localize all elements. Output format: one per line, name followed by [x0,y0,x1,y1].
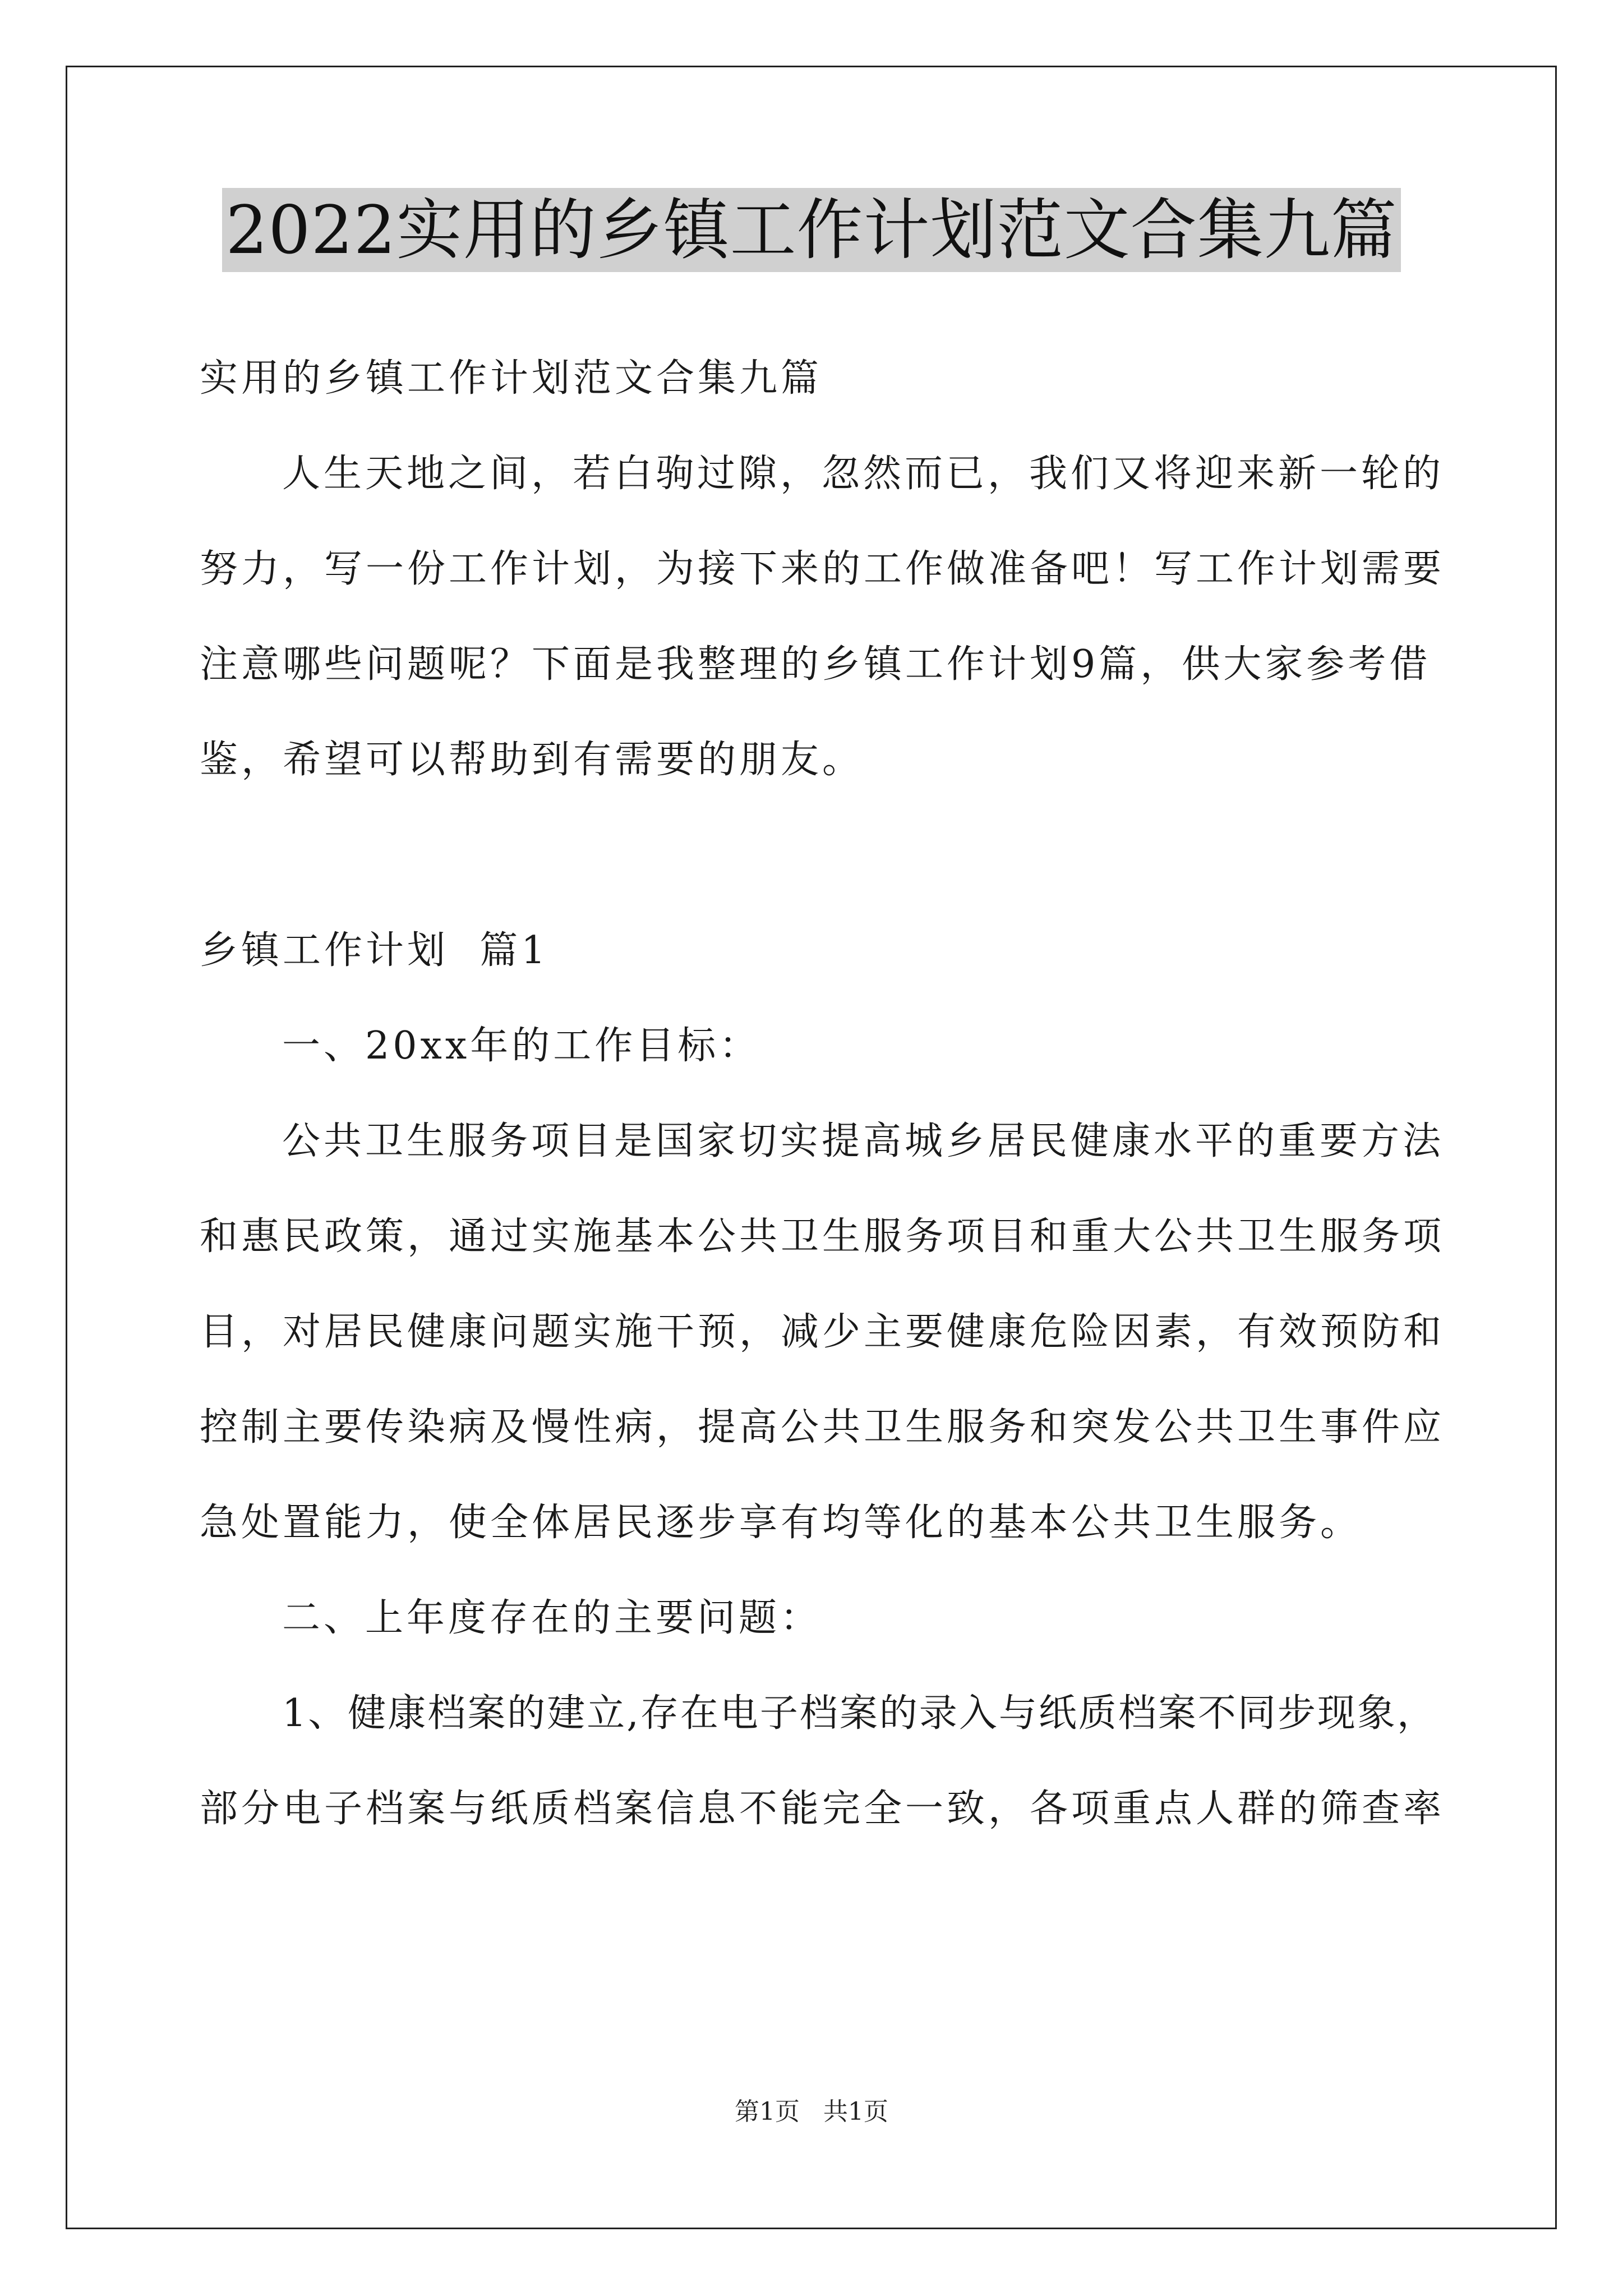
item1-heading: 一、20xx年的工作目标： [282,1024,761,1068]
para1-line: 急处置能力，使全体居民逐步享有均等化的基本公共卫生服务。 [200,1501,1362,1545]
page-current: 第1页 [735,2097,800,2126]
para1-line: 目，对居民健康问题实施干预，减少主要健康危险因素，有效预防和 [200,1310,1445,1354]
para1-line: 和惠民政策，通过实施基本公共卫生服务项目和重大公共卫生服务项 [200,1214,1445,1259]
page-total: 共1页 [823,2097,888,2126]
section-heading: 乡镇工作计划 篇1 [200,928,549,973]
document-body [200,331,1445,1857]
intro-line: 人生天地之间，若白驹过隙，忽然而已，我们又将迎来新一轮的 [282,452,1445,496]
intro-line: 注意哪些问题呢？下面是我整理的乡镇工作计划9篇，供大家参考借 [200,642,1431,687]
item2-heading: 二、上年度存在的主要问题： [282,1596,822,1640]
paragraph-gap [200,808,1433,903]
para2-line: 部分电子档案与纸质档案信息不能完全一致，各项重点人群的筛查率 [200,1787,1445,1831]
intro-line: 鉴，希望可以帮助到有需要的朋友。 [200,738,864,782]
intro-line: 努力，写一份工作计划，为接下来的工作做准备吧！写工作计划需要 [200,547,1445,591]
para1-line: 公共卫生服务项目是国家切实提高城乡居民健康水平的重要方法 [282,1119,1445,1163]
subtitle: 实用的乡镇工作计划范文合集九篇 [200,356,823,401]
page-footer [0,2095,1623,2129]
title-wrap [0,188,1623,272]
para1-line: 控制主要传染病及慢性病，提高公共卫生服务和突发公共卫生事件应 [200,1405,1445,1450]
para2-line: 1、健康档案的建立,存在电子档案的录入与纸质档案不同步现象， [282,1691,1437,1736]
document-title: 2022实用的乡镇工作计划范文合集九篇 [222,188,1400,272]
